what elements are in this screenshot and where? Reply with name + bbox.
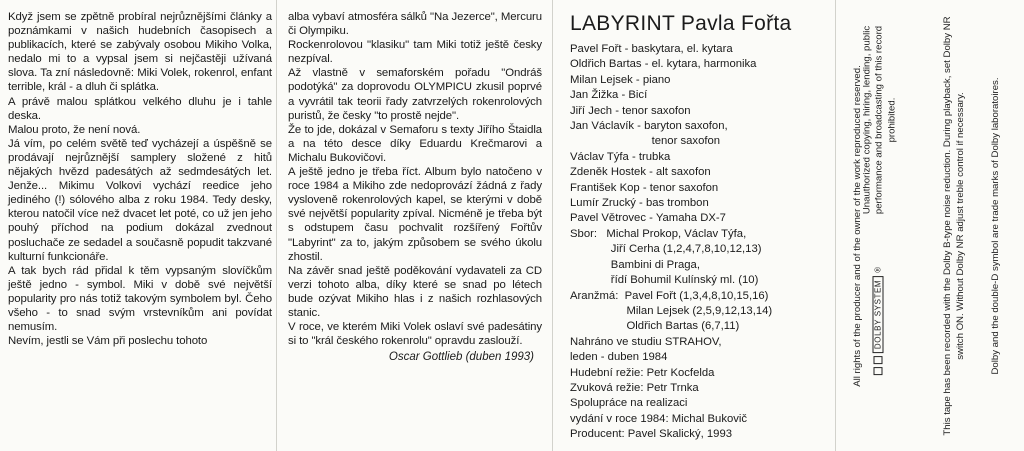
dolby-note: This tape has been recorded with the Dolby B-type noise reduction. During playback, set Dolby NR switch ON. Without Dolby NR adjust treble control if necessary.	[942, 15, 966, 436]
credits-column	[562, 0, 830, 451]
credit-line: Zvuková režie: Petr Trnka	[570, 381, 699, 394]
author-signature: Oscar Gottlieb (duben 1993)	[388, 351, 534, 364]
fold-line	[552, 0, 553, 451]
credit-line: Jiří Jech - tenor saxofon	[570, 104, 691, 117]
credit-line: řídí Bohumil Kulínský ml. (10)	[570, 274, 759, 287]
credit-line: leden - duben 1984	[570, 351, 668, 364]
credit-line: Spolupráce na realizaci	[570, 397, 688, 410]
registered-mark: ®	[873, 266, 883, 273]
credit-line: Producent: Pavel Skalický, 1993	[570, 428, 733, 441]
credit-line: Aranžmá: Pavel Fořt (1,3,4,8,10,15,16)	[570, 289, 769, 302]
credit-line: Jiří Cerha (1,2,4,7,8,10,12,13)	[570, 243, 762, 256]
double-d-icon	[874, 367, 883, 375]
fold-line	[835, 0, 836, 451]
dolby-trademark-note: Dolby and the double-D symbol are trade marks of Dolby laboratoires.	[989, 76, 1001, 375]
liner-notes-column-2	[280, 0, 542, 451]
credit-line: Lumír Zrucký - bas trombon	[570, 197, 709, 210]
liner-notes-text: Když jsem se zpětně probíral nejrůznějšími články a poznámkami v našich hudebních časopisech a publikacích, které se zabývaly osobou Mikiho Volka, nedalo mi to a vypsal jsem si nejčastěji užívaná slova. Ta zní následovně: Miki Volek, rokenrol, enfant terrible, král - a dluh či splátka. A právě malou splátkou velkého dluhu je i tahle deska. Malou proto, že není nová. Já vím, po celém světě teď vycházejí a úspěšně se prodávají nejrůznější samplery složené z hitů nějakých hvězd padesátých až sedmdesátých let. Jenže... Mikimu Volkovi vychází reedice jeho jediného (!) sólového alba z roku 1984. Tedy desky, kterou natočil více než dvacet let poté, co už jen jeho pouhý příchod na podium dokázal zvednout posluchače ze sedadel a současně popudit takzvané kulturní funkcionáře. A tak bych rád přidal k těm vypsaným slovíčkům ještě jedno - symbol. Miki v době své největší popularity pro nás totiž takovým symbolem byl. Čeho všeho - to snad svým vrstevníkům ani povídat nemusím. Nevím, jestli se Vám při poslechu tohoto	[8, 11, 272, 348]
credit-line: Jan Žižka - Bicí	[570, 89, 648, 102]
liner-notes-text: alba vybaví atmosféra sálků "Na Jezerce", Mercuru či Olympiku. Rockenrolovou "klasiku" tam Miki totiž ještě česky nezpíval. Až vlastně v semaforském pořadu "Ondráš podotýká" za doprovodu OLYMPICU zkusil poprvé a vyvrátil tak teorii řady zatvrzelých rokenrolových puristů, že česky "to prostě nejde". Že to jde, dokázal v Semaforu s texty Jiřího Štaidla a na této desce díky Eduardu Krečmarovi a Michalu Bukovičovi. A ještě jedno je třeba říct. Album bylo natočeno v roce 1984 a Mikiho zde nedoprovází žádná z řady vysloveně rokenrolových kapel, se kterými v době své největší popularity zpíval. Nicméně je třeba být s odstupem času pochvalit rozšířený Fořtův "Labyrint" za to, jakým způsobem se svého úkolu zhostil. Na závěr snad ještě poděkování vydavateli za CD verzi tohoto alba, díky které se snad po létech bude ozývat Mikiho hlas i z našich rozhlasových stanic. V roce, ve kterém Miki Volek oslaví své padesátiny si to "král českého rokenrolu" opravdu zaslouží.	[288, 11, 542, 348]
credit-line: Nahráno ve studiu STRAHOV,	[570, 335, 722, 348]
credit-line: Pavel Větrovec - Yamaha DX-7	[570, 212, 726, 225]
liner-notes-column-1	[0, 0, 272, 451]
credit-line: Milan Lejsek (2,5,9,12,13,14)	[570, 304, 773, 317]
credit-line: Hudební režie: Petr Kocfelda	[570, 366, 715, 379]
credit-line: Oldřich Bartas (6,7,11)	[570, 320, 740, 333]
credit-line: Jan Václavík - baryton saxofon,	[570, 120, 728, 133]
dolby-system-label: DOLBY SYSTEM	[873, 276, 884, 353]
credit-line: Pavel Fořt - baskytara, el. kytara	[570, 43, 733, 55]
credit-line: vydání v roce 1984: Michal Bukovič	[570, 412, 748, 425]
credit-line: Oldřich Bartas - el. kytara, harmonika	[570, 58, 757, 71]
credit-line: Sbor: Michal Prokop, Václav Týfa,	[570, 227, 747, 240]
double-d-icon	[874, 356, 883, 364]
credit-line: Milan Lejsek - piano	[570, 73, 671, 86]
rights-notice-2: Unauthorized copying, hiring, lending, public performance and broadcasting of this record prohibited.	[861, 25, 898, 215]
fold-line	[276, 0, 277, 451]
credits-list	[570, 42, 830, 443]
credit-line: tenor saxofon	[570, 135, 721, 148]
credit-line: Bambini di Praga,	[570, 258, 700, 271]
dolby-logo	[869, 236, 887, 406]
credit-line: Zdeněk Hostek - alt saxofon	[570, 166, 711, 179]
rights-notice-1: All rights of the producer and of the owner of the work reproduced reserved.	[851, 64, 863, 387]
album-title: LABYRINT Pavla Fořta	[570, 12, 792, 35]
credit-line: Václav Týfa - trubka	[570, 150, 671, 163]
credit-line: František Kop - tenor saxofon	[570, 181, 719, 194]
